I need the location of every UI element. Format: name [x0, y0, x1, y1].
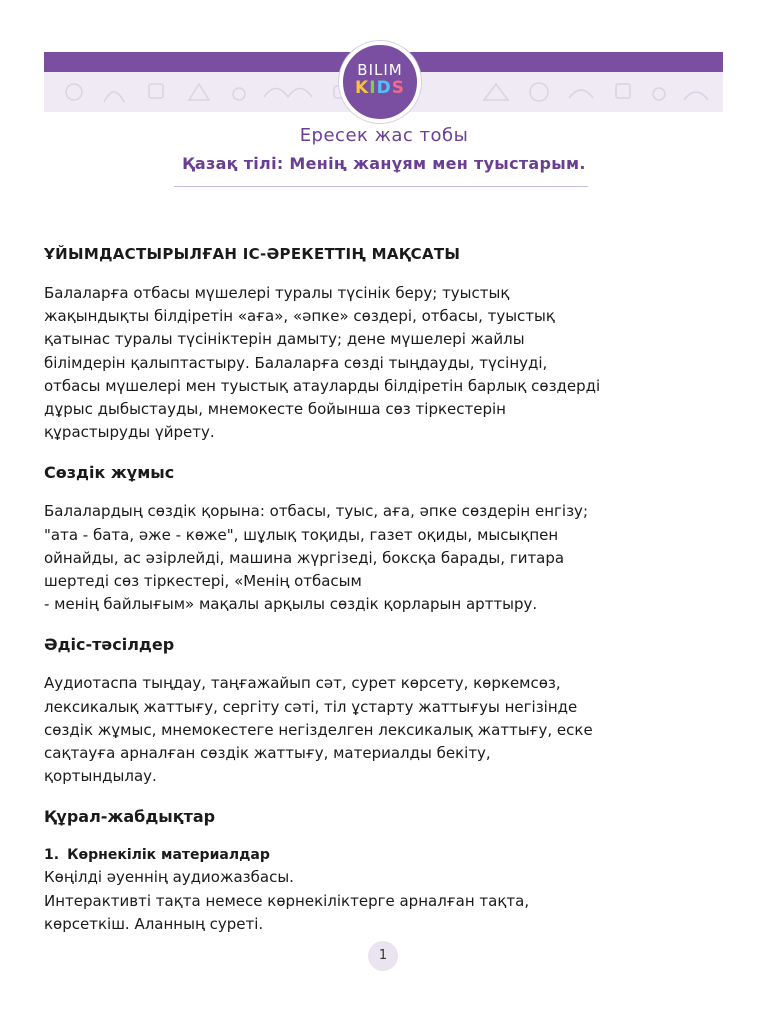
document-body — [44, 242, 724, 953]
text-line: Аудиотаспа тыңдау, таңғажайып сәт, сурет көрсету, көркемсөз, — [44, 674, 561, 693]
text-line: шертеді сөз тіркестері, «Менің отбасым — [44, 572, 362, 591]
list-number: 1. — [44, 847, 60, 864]
text-line: ойнайды, ас әзірлейді, машина жүргізеді, боксқа барады, гитара — [44, 548, 565, 567]
text-line: отбасы мүшелері мен туыстық атауларды білдіретін барлық сөздерді — [44, 376, 601, 395]
equipment-heading: Құрал-жабдықтар — [44, 807, 216, 827]
text-line: білімдерін қалыптастыру. Балаларға сөзді тыңдауды, түсінуді, — [44, 353, 548, 372]
text-line: дұрыс дыбыстауды, мнемокесте бойынша сөз тіркестерін — [44, 400, 506, 419]
text-line: лексикалық жаттығу, сергіту сәті, тіл ұстарту жаттығуы негізінде — [44, 697, 578, 716]
logo-top-text: BILIM — [357, 61, 403, 79]
title-divider — [174, 186, 588, 187]
text-line: қатынас туралы түсініктерін дамыту; дене мүшелері жайлы — [44, 330, 525, 349]
text-line: құрастыруды үйрету. — [44, 423, 215, 442]
text-line: - менің байлығым» мақалы арқылы сөздік қорларын арттыру. — [44, 595, 538, 614]
text-line: Балаларға отбасы мүшелері туралы түсінік беру; туыстық — [44, 284, 510, 302]
equipment-list-item — [44, 844, 724, 866]
text-line: қортындылау. — [44, 767, 157, 786]
bilim-kids-logo — [339, 41, 421, 123]
methods-paragraph — [44, 672, 724, 788]
goal-heading: ҰЙЫМДАСТЫРЫЛҒАН ІС-ӘРЕКЕТТІҢ МАҚСАТЫ — [44, 245, 461, 263]
equipment-paragraph — [44, 866, 724, 936]
page-number: 1 — [368, 941, 398, 971]
lesson-title: Қазақ тілі: Менің жанұям мен туыстарым. — [182, 154, 586, 173]
text-line: көрсеткіш. Аланның суреті. — [44, 914, 264, 933]
text-line: сөздік жұмыс, мнемокестеге негізделген лексикалық жаттығу, еске — [44, 720, 593, 739]
list-item-title: Көрнекілік материалдар — [67, 847, 270, 864]
vocabulary-heading: Сөздік жұмыс — [44, 463, 175, 483]
methods-heading: Әдіс-тәсілдер — [44, 635, 175, 655]
goal-paragraph — [44, 282, 724, 444]
text-line: "ата - бата, әже - көже", шұлық тоқиды, газет оқиды, мысықпен — [44, 525, 559, 544]
group-title: Ересек жас тобы — [299, 125, 469, 146]
text-line: Балалардың сөздік қорына: отбасы, туыс, аға, әпке сөздерін енгізу; — [44, 502, 588, 521]
text-line: сақтауға арналған сөздік жаттығу, материалды бекіту, — [44, 744, 491, 763]
logo-letter: I — [369, 78, 377, 98]
text-line: Көңілді әуеннің аудиожазбасы. — [44, 868, 294, 887]
text-line: Интерактивті тақта немесе көрнекіліктерге арналған тақта, — [44, 891, 530, 910]
logo-letter: D — [376, 78, 392, 98]
logo-letter: K — [355, 78, 370, 98]
text-line: жақындықты білдіретін «аға», «әпке» сөздері, отбасы, туыстық — [44, 307, 555, 326]
logo-letter: S — [391, 78, 405, 98]
vocabulary-paragraph — [44, 500, 724, 616]
logo-bottom-text — [343, 78, 417, 98]
